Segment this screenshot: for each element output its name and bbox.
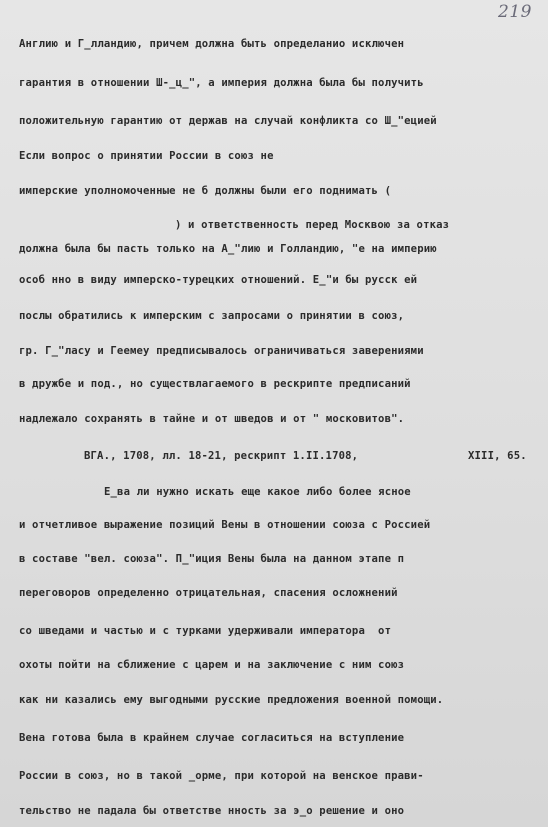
text-line: и отчетливое выражение позиций Вены в отношении союза с Россией [19, 519, 431, 531]
text-line: особ нно в виду имперско-турецких отношений. Е_"и бы русск ей [19, 274, 418, 286]
text-line: XIII, 65. [468, 450, 527, 462]
text-line: надлежало сохранять в тайне и от шведов и от " московитов". [19, 413, 405, 425]
text-line: в составе "вел. союза". П_"иция Вены была на данном этапе п [19, 553, 405, 565]
text-line: ВГА., 1708, лл. 18-21, рескрипт 1.II.1708, [84, 450, 359, 462]
text-line: ) и ответственность перед Москвою за отказ [175, 219, 450, 231]
text-line: в дружбе и под., но существлагаемого в рескрипте предписаний [19, 378, 411, 390]
text-line: гарантия в отношении Ш-_ц_", а империя должна была бы получить [19, 77, 424, 89]
text-line: как ни казались ему выгодными русские предложения военной помощи. [19, 694, 444, 706]
text-line: со шведами и частью и с турками удерживали императора от [19, 625, 392, 637]
text-line: послы обратились к имперским с запросами о принятии в союз, [19, 310, 405, 322]
text-line: охоты пойти на сближение с царем и на заключение с ним союз [19, 659, 405, 671]
text-line: Англию и Г_лландию, причем должна быть определанио исключен [19, 38, 405, 50]
text-line: Если вопрос о принятии России в союз не [19, 150, 274, 162]
text-line: гр. Г_"ласу и Геемеу предписывалось ограничиваться заверениями [19, 345, 424, 357]
text-line: положительную гарантию от держав на случай конфликта со Ш_"ецией [19, 115, 437, 127]
text-line: переговоров определенно отрицательная, спасения осложнений [19, 587, 398, 599]
text-line: Е_ва ли нужно искать еще какое либо более ясное [104, 486, 411, 498]
text-line: России в союз, но в такой _орме, при которой на венское прави- [19, 770, 424, 782]
text-line: тельство не падала бы ответстве нность за э_о решение и оно [19, 805, 405, 817]
text-line: Вена готова была в крайнем случае согласиться на вступление [19, 732, 405, 744]
text-line: имперские уполномоченные не б должны были его поднимать ( [19, 185, 392, 197]
page-number: 219 [498, 2, 532, 22]
text-line: должна была бы пасть только на А_"лию и Голландию, "е на империю [19, 243, 437, 255]
